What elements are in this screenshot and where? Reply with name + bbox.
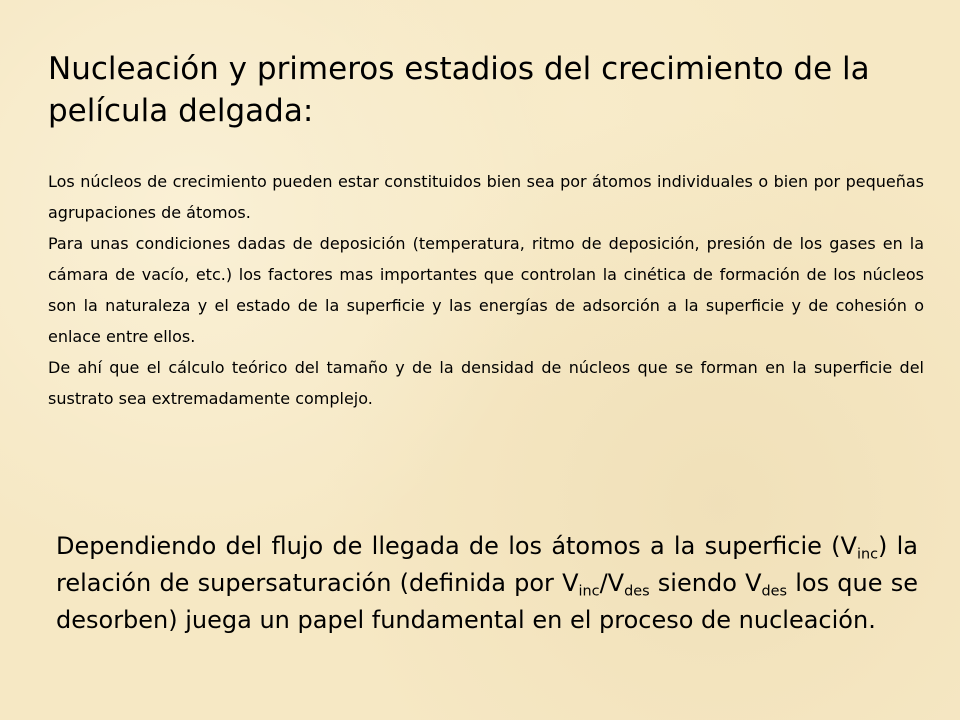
paragraph-nuclei: Los núcleos de crecimiento pueden estar constituidos bien sea por átomos individuales o bien por pequeñas agrupaciones de átomos. <box>48 172 924 222</box>
summary-text-part: siendo V <box>649 569 762 597</box>
paragraph-complexity: De ahí que el cálculo teórico del tamaño y de la densidad de núcleos que se forman en la superficie del sustrato sea extremadamente complejo. <box>48 358 924 408</box>
summary-text-part: ) la relación de supersaturación (definida por V <box>56 532 918 597</box>
slide-title: Nucleación y primeros estadios del crecimiento de la película delgada: <box>48 51 870 129</box>
summary-text-part: los que se desorben) juega un papel fundamental en el proceso de nucleación. <box>56 569 918 634</box>
summary-text <box>56 528 918 639</box>
subscript-des: des <box>761 583 788 600</box>
summary-text-part: Dependiendo del flujo de llegada de los átomos a la superficie (V <box>56 532 857 560</box>
subscript-inc: inc <box>856 546 878 563</box>
paragraph-deposition-conditions: Para unas condiciones dadas de deposición (temperatura, ritmo de deposición, presión de los gases en la cámara de vacío, etc.) los factores mas importantes que controlan la cinética de formación de los núcleos son la naturaleza y el estado de la superficie y las energías de adsorción a la superficie y de cohesión o enlace entre ellos. <box>48 234 924 346</box>
subscript-des: des <box>624 583 650 600</box>
summary-text-part: /V <box>599 569 625 597</box>
subscript-inc: inc <box>578 583 600 600</box>
body-text <box>48 166 924 414</box>
